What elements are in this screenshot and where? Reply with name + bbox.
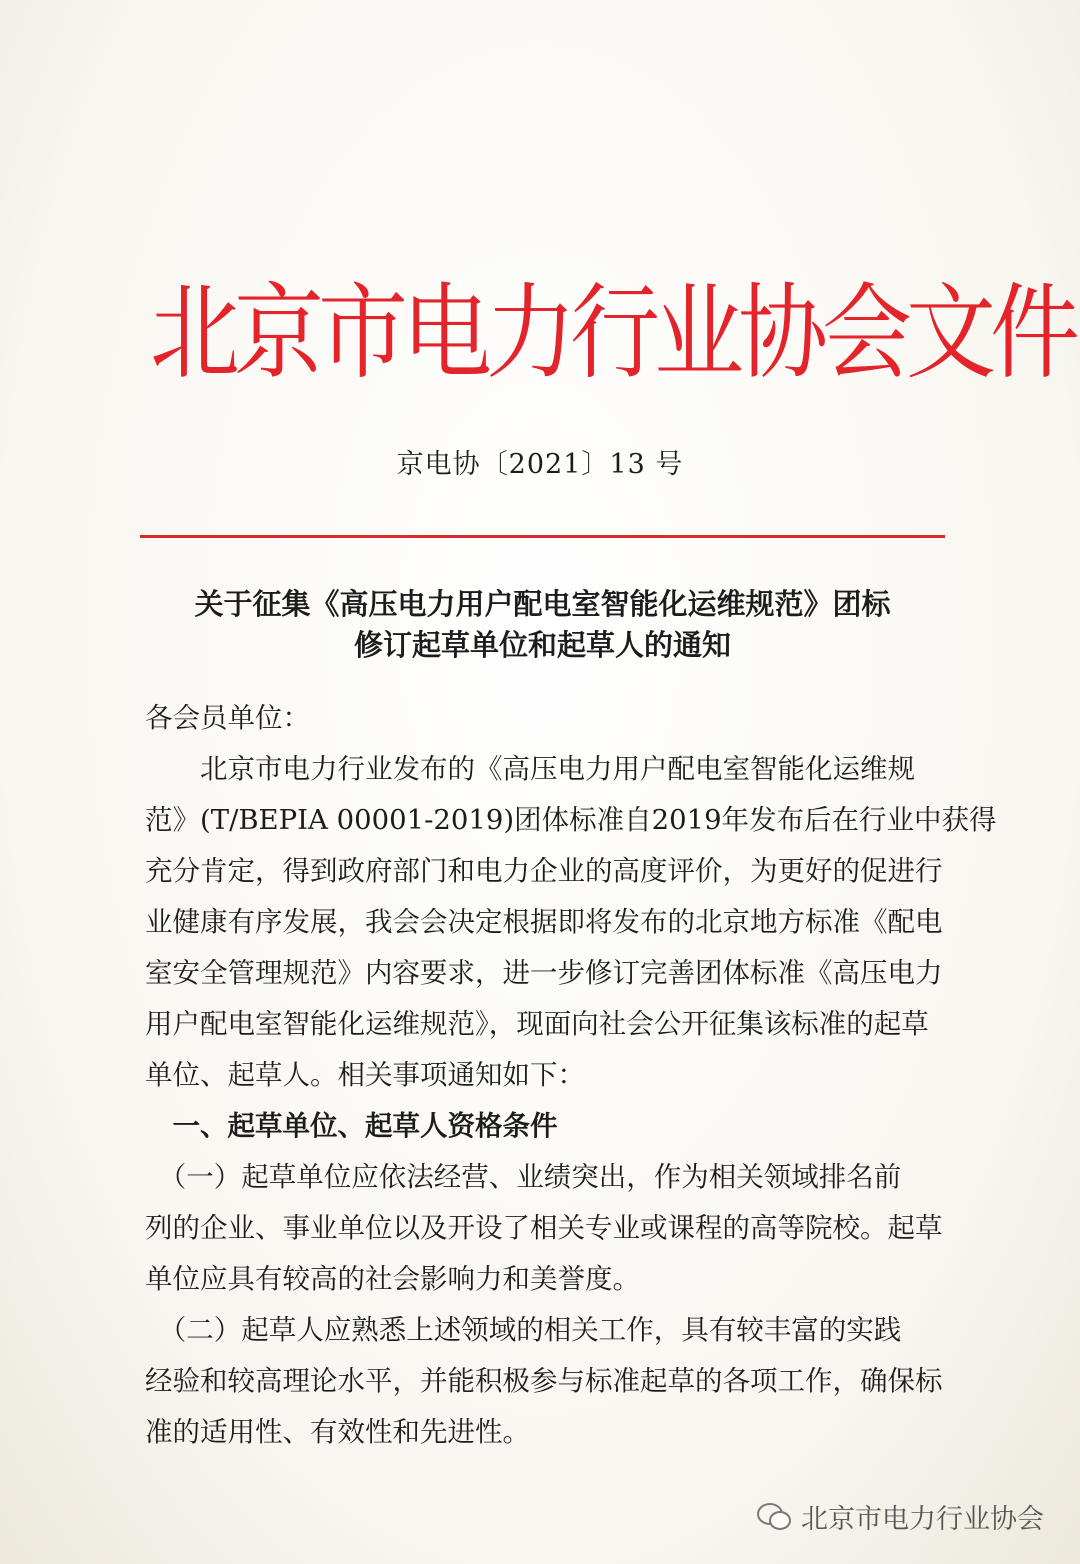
paragraph-2-line: 经验和较高理论水平，并能积极参与标准起草的各项工作，确保标 [145,1365,943,1397]
body-line: 用户配电室智能化运维规范》，现面向社会公开征集该标准的起草 [145,1008,929,1040]
notice-title-line-1: 关于征集《高压电力用户配电室智能化运维规范》团标 [194,587,891,621]
document-masthead: 北京市电力行业协会文件 [150,273,1074,394]
red-divider-line [140,535,945,538]
body-line: 范》(T/BEPIA 00001-2019)团体标准自2019年发布后在行业中获得 [145,804,997,836]
section-heading-1: 一、起草单位、起草人资格条件 [145,1110,558,1142]
document-number: 京电协〔2021〕13 号 [396,449,684,480]
body-line: 业健康有序发展，我会会决定根据即将发布的北京地方标准《配电 [145,906,943,938]
paragraph-2-line: 准的适用性、有效性和先进性。 [145,1416,530,1448]
paragraph-1-line: 单位应具有较高的社会影响力和美誉度。 [145,1263,640,1295]
wechat-watermark [757,1496,1044,1536]
paragraph-2-line: （二）起草人应熟悉上述领域的相关工作，具有较丰富的实践 [145,1314,902,1346]
body-line: 充分肯定，得到政府部门和电力企业的高度评价，为更好的促进行 [145,855,943,887]
body-line: 单位、起草人。相关事项通知如下： [145,1059,585,1091]
body-line: 室安全管理规范》内容要求，进一步修订完善团体标准《高压电力 [145,957,943,989]
salutation: 各会员单位： [145,702,310,734]
body-line: 北京市电力行业发布的《高压电力用户配电室智能化运维规 [145,753,915,785]
watermark-account-name: 北京市电力行业协会 [801,1503,1044,1535]
wechat-icon [757,1501,791,1531]
paragraph-1-line: （一）起草单位应依法经营、业绩突出，作为相关领域排名前 [145,1161,902,1193]
notice-title-line-2: 修订起草单位和起草人的通知 [353,628,731,662]
paragraph-1-line: 列的企业、事业单位以及开设了相关专业或课程的高等院校。起草 [145,1212,943,1244]
